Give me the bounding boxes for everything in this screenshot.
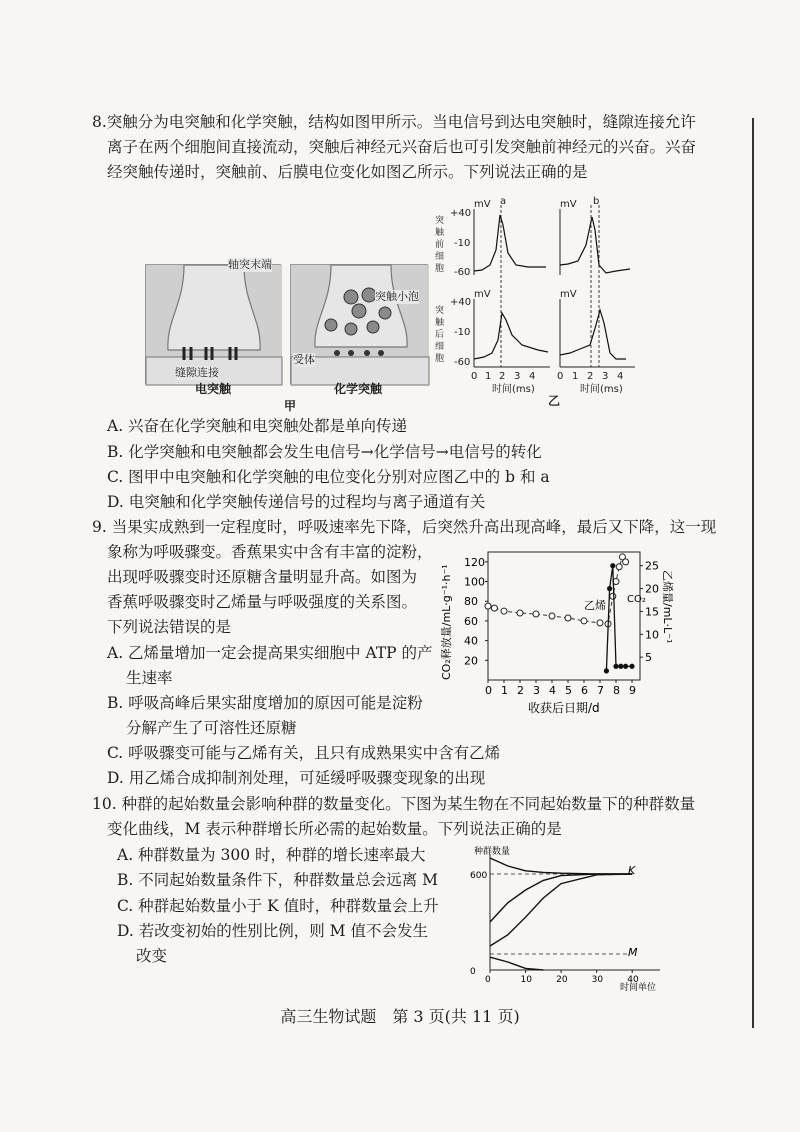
chart9-co2-point [485,603,491,609]
chart9-ethylene-point [613,664,618,669]
chart9-xtick-label: 6 [581,684,588,697]
q8-option-c[interactable]: C. 图甲中电突触和化学突触的电位变化分别对应图乙中的 b 和 a [107,468,550,486]
q10-line-1: 10. 种群的起始数量会影响种群的数量变化。下图为某生物在不同起始数量下的种群数量 [92,795,696,813]
chart9-ethylene-point [618,664,623,669]
xtick-a-0: 0 [471,371,478,382]
unit-label-post-b: mV [560,289,577,300]
xtick-b-0: 0 [557,371,564,382]
q9-line-5: 下列说法错误的是 [107,618,232,636]
xtick-b-1: 1 [572,371,579,382]
svg-text:触: 触 [435,318,445,328]
chart10-ytick-label: 0 [470,967,476,977]
chart10-xtick-label: 20 [556,975,568,985]
q10-line-2: 变化曲线，M 表示种群增长所必需的起始数量。下列说法正确的是 [107,820,562,838]
chart9-ethylene-point [607,586,612,591]
chart9-xtick-label: 4 [549,684,556,697]
figure-b-caption: 乙 [548,394,561,408]
ytick-post-bot: -60 [454,357,471,368]
chart9-y2tick-label: 10 [645,628,659,642]
chart9-co2-point [491,605,497,611]
unit-label-pre-a: mV [474,199,491,210]
chart9-xtick-label: 8 [613,684,620,697]
chart10-m-label: M [628,946,638,959]
svg-text:细: 细 [435,252,445,262]
figure-a-caption: 甲 [283,399,296,413]
xtick-a-2: 2 [499,371,506,382]
chart9-y2tick-label: 15 [645,605,659,619]
chart9-co2-point [517,610,523,616]
chart9-ytick-label: 60 [464,614,478,628]
chart9-xtick-label: 2 [517,684,524,697]
chart9-ethylene-point [623,664,628,669]
q9-option-d[interactable]: D. 用乙烯合成抑制剂处理，可延缓呼吸骤变现象的出现 [107,769,486,787]
caption-chemical-synapse: 化学突触 [333,382,382,396]
respiration-ethylene-chart [440,540,674,715]
svg-text:触: 触 [435,228,445,238]
label-synaptic-vesicle: 突触小泡 [375,290,419,303]
chart9-ethylene-point [629,664,634,669]
q10-option-d[interactable]: D. 若改变初始的性别比例，则 M 值不会发生 [117,922,428,940]
q8-line-1: 8.突触分为电突触和化学突触，结构如图甲所示。当电信号到达电突触时，缝隙连接允许 [92,113,696,131]
xtick-a-4: 4 [529,371,536,382]
chart10-curve [490,874,632,946]
chart9-xtick-label: 5 [565,684,572,697]
chart9-xtick-label: 3 [533,684,540,697]
ytick-post-mid: -10 [454,327,471,338]
ytick-post-top: +40 [450,297,472,308]
chart9-xtick-label: 7 [597,684,604,697]
q10-option-a[interactable]: A. 种群数量为 300 时，种群的增长速率最大 [117,846,426,864]
chart9-ytick-label: 20 [464,654,478,668]
unit-label-post-a: mV [474,289,491,300]
caption-electrical-synapse: 电突触 [194,382,231,396]
q10-option-b[interactable]: B. 不同起始数量条件下，种群数量总会远离 M [117,871,439,889]
chart9-ethylene-point [610,563,615,568]
chart9-co2-point [616,564,622,570]
chart9-co2-point [581,618,587,624]
q8-option-d[interactable]: D. 电突触和化学突触传递信号的过程均与离子通道有关 [107,493,486,511]
post-cell-label-1: 突 [435,306,445,316]
chart9-ytick-label: 100 [464,575,485,589]
chart9-ethylene-point [604,668,609,673]
ytick-pre-mid: -10 [454,238,471,249]
xtick-b-4: 4 [617,371,624,382]
membrane-potential-figure [430,195,650,410]
q9-option-a-cont: 生速率 [126,669,173,687]
xtick-b-3: 3 [602,371,609,382]
q9-option-a[interactable]: A. 乙烯量增加一定会提高果实细胞中 ATP 的产 [107,644,433,662]
peak-a-label: a [500,196,507,207]
margin-rule [752,118,754,1028]
chart9-co2-line [488,557,626,624]
chart10-xtick-label: 0 [485,975,491,985]
chart9-xtick-label: 0 [485,684,492,697]
chart9-ylabel: CO₂释放量/mL·g⁻¹·h⁻¹ [440,564,453,680]
q9-option-b-cont: 分解产生了可溶性还原糖 [126,719,297,737]
q10-option-c[interactable]: C. 种群起始数量小于 K 值时，种群数量会上升 [117,897,439,915]
chart10-ylabel: 种群数量 [474,847,511,857]
chart10-xtick-label: 30 [591,975,604,985]
chart9-co2-point [533,611,539,617]
unit-label-pre-b: mV [560,199,577,210]
population-curve-chart [470,842,670,994]
chart9-co2-label: CO₂ [627,594,646,605]
q9-option-b[interactable]: B. 呼吸高峰后果实甜度增加的原因可能是淀粉 [107,694,423,712]
chart9-co2-point [549,613,555,619]
chart9-co2-point [501,608,507,614]
svg-text:细: 细 [435,342,445,352]
svg-text:胞: 胞 [435,264,445,274]
chart9-co2-point [565,615,571,621]
chart9-co2-point [597,620,603,626]
chart9-y2tick-label: 5 [645,651,652,665]
label-gap-junction: 缝隙连接 [175,366,219,379]
q8-option-b[interactable]: B. 化学突触和电突触都会发生电信号→化学信号→电信号的转化 [107,443,542,461]
q8-line-3: 经突触传递时，突触前、后膜电位变化如图乙所示。下列说法正确的是 [107,163,588,181]
chart10-xlabel: 时间单位 [620,983,657,993]
q8-line-2: 离子在两个细胞间直接流动，突触后神经元兴奋后也可引发突触前神经元的兴奋。兴奋 [107,138,697,156]
peak-b-label: b [593,196,600,207]
xlabel-b: 时间(ms) [580,384,623,395]
label-axon-terminal: 轴突末端 [228,258,272,271]
chart9-ytick-label: 40 [464,634,478,648]
chart10-curve [490,858,632,874]
q9-line-3: 出现呼吸骤变时还原糖含量明显升高。如图为 [107,568,418,586]
xtick-a-3: 3 [514,371,521,382]
q10-option-d-cont: 改变 [136,947,168,965]
chart9-co2-point [623,559,629,565]
chart10-curve [490,957,543,970]
chart9-ethylene-label: 乙烯 [584,599,606,612]
chart9-y2tick-label: 20 [645,582,659,596]
ytick-pre-top: +40 [450,208,472,219]
chart9-ytick-label: 80 [464,595,478,609]
chart10-k-label: K [628,864,636,877]
chart9-xtick-label: 1 [501,684,508,697]
q9-line-1: 9. 当果实成熟到一定程度时，呼吸速率先下降，后突然升高出现高峰，最后又下降，这一现 [92,518,717,536]
chart9-co2-point [610,593,616,599]
xtick-a-1: 1 [485,371,492,382]
xtick-b-2: 2 [587,371,594,382]
page-footer: 高三生物试题 第 3 页(共 11 页) [280,1007,520,1026]
chart10-xtick-label: 40 [627,975,639,985]
chart9-ylabel-right: 乙烯量/mL·L⁻¹ [661,570,674,644]
chart9-xtick-label: 9 [629,684,636,697]
chart10-ytick-label: 600 [470,871,488,881]
chart10-xtick-label: 10 [520,975,533,985]
xlabel-a: 时间(ms) [492,384,535,395]
q9-line-2: 象称为呼吸骤变。香蕉果实中含有丰富的淀粉， [107,543,433,561]
svg-text:胞: 胞 [435,354,445,364]
chart10-curve [490,874,632,922]
chart9-frame [488,552,640,680]
svg-text:后: 后 [435,330,445,340]
q9-line-4: 香蕉呼吸骤变时乙烯量与呼吸强度的关系图。 [107,593,418,611]
label-receptor: 受体 [293,353,315,366]
ytick-pre-bot: -60 [454,267,471,278]
svg-text:前: 前 [435,240,445,250]
q9-option-c[interactable]: C. 呼吸骤变可能与乙烯有关，且只有成熟果实中含有乙烯 [107,744,501,762]
chart9-y2tick-label: 25 [645,559,659,573]
q8-option-a[interactable]: A. 兴奋在化学突触和电突触处都是单向传递 [107,417,408,435]
pre-cell-label-1: 突 [435,216,445,226]
chart9-xlabel: 收获后日期/d [528,701,600,715]
chart9-ytick-label: 120 [464,555,485,569]
